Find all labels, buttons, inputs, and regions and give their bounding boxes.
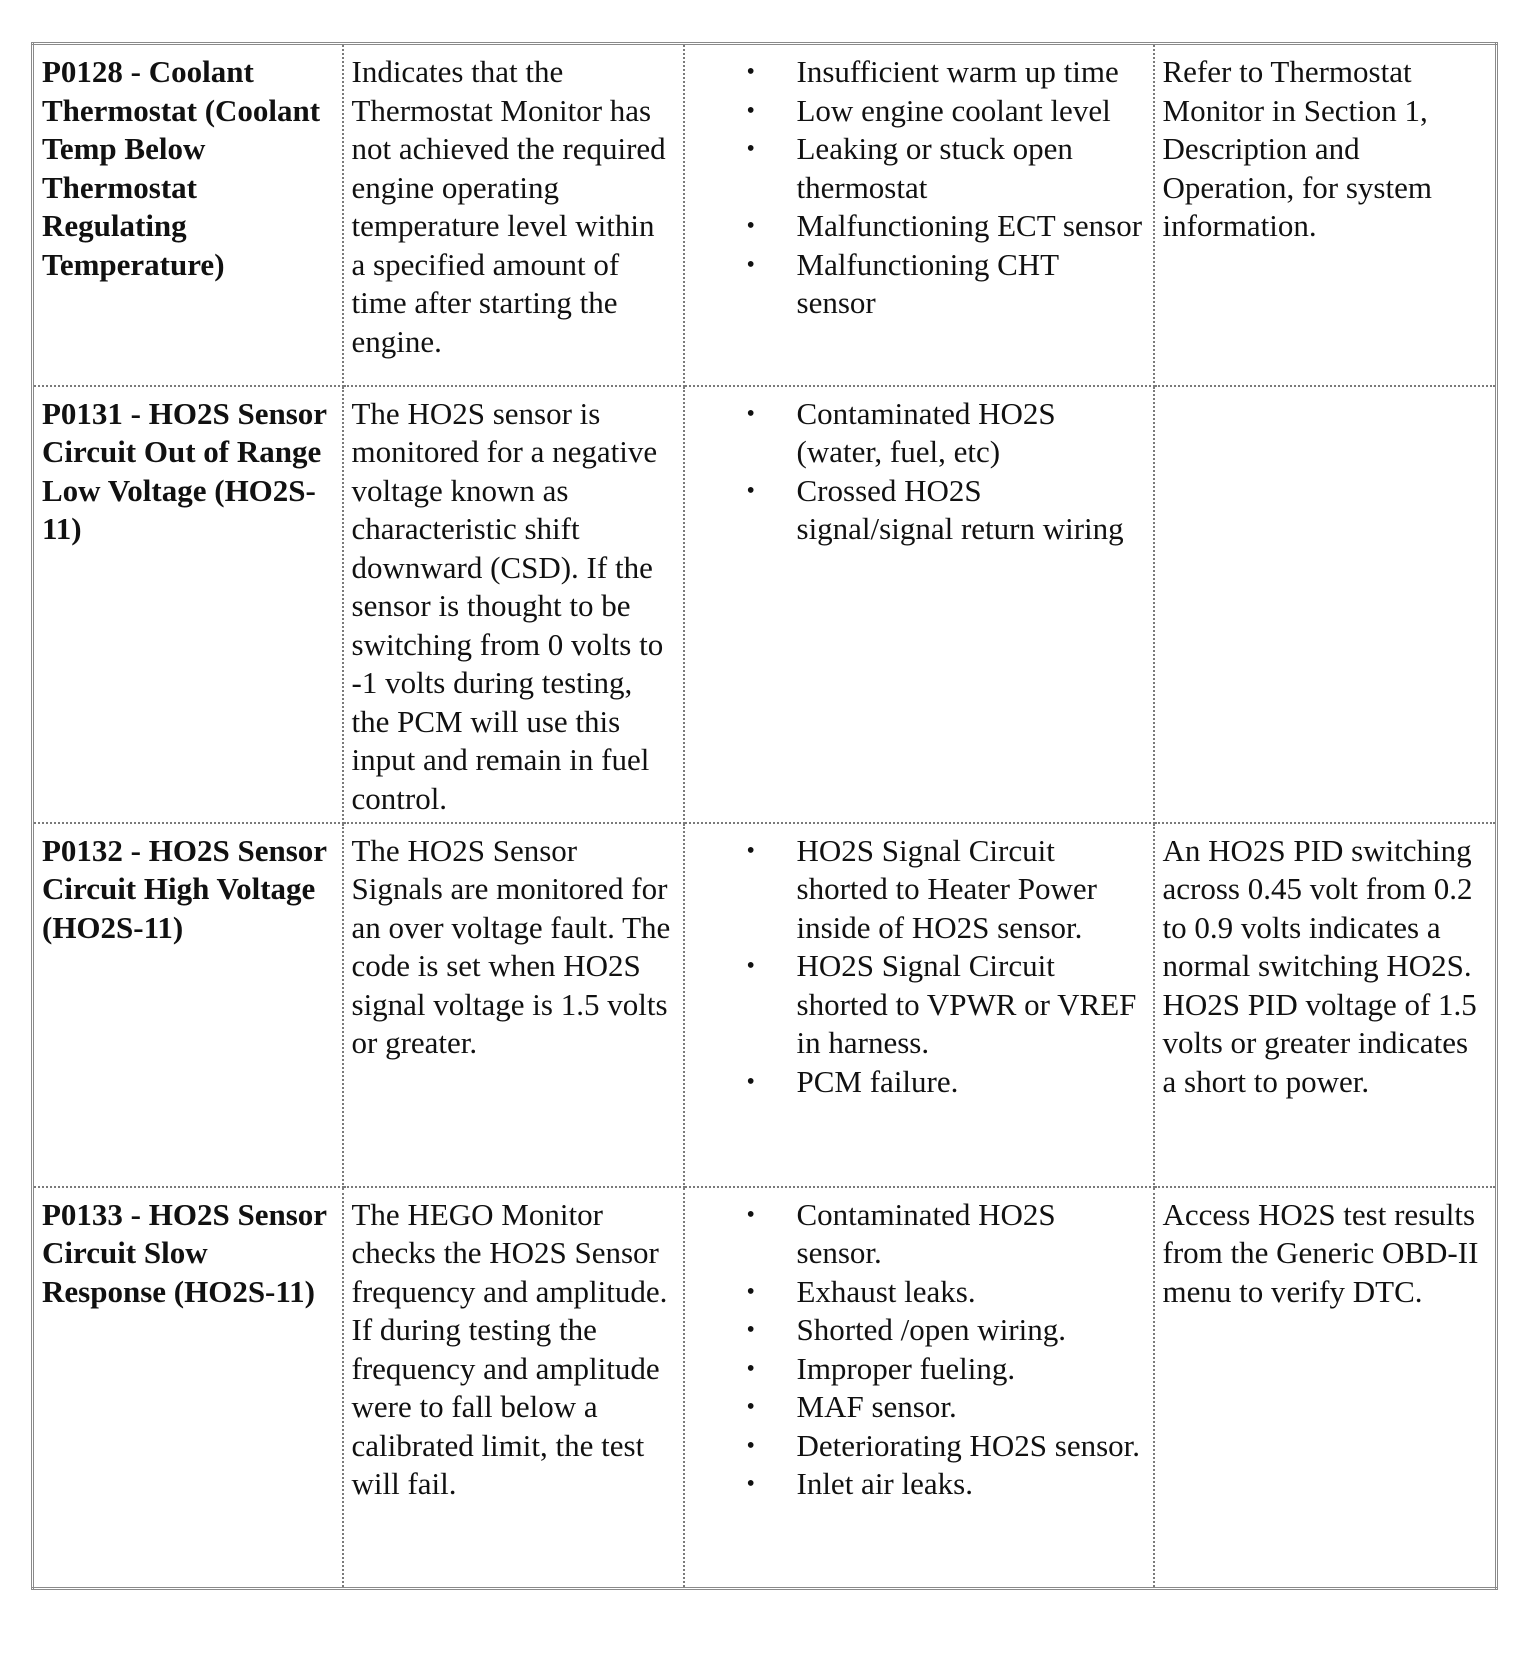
dtc-description: The HO2S Sensor Signals are monitored for an over voltage fault. The code is set when HO2S signal voltage is 1.5 volts or greater. xyxy=(343,823,684,1187)
dtc-description: The HEGO Monitor checks the HO2S Sensor frequency and amplitude. If during testing the frequency and amplitude were to fall below a calibrated limit, the test will fail. xyxy=(343,1187,684,1589)
dtc-code: P0128 - Coolant Thermostat (Coolant Temp Below Thermostat Regulating Temperature) xyxy=(33,44,343,386)
cause-item: • Inlet air leaks. xyxy=(685,1465,1145,1504)
dtc-action xyxy=(1154,386,1497,823)
cause-item: • Shorted /open wiring. xyxy=(685,1311,1145,1350)
cause-item: • PCM failure. xyxy=(685,1063,1145,1102)
cause-item: • HO2S Signal Circuit shorted to VPWR or VREF in harness. xyxy=(685,947,1145,1063)
dtc-code: P0133 - HO2S Sensor Circuit Slow Response (HO2S-11) xyxy=(33,1187,343,1589)
cause-list xyxy=(685,395,1145,549)
cause-list xyxy=(685,53,1145,323)
dtc-causes xyxy=(684,823,1154,1187)
dtc-code: P0132 - HO2S Sensor Circuit High Voltage (HO2S-11) xyxy=(33,823,343,1187)
cause-item: • MAF sensor. xyxy=(685,1388,1145,1427)
dtc-causes xyxy=(684,44,1154,386)
cause-item: • Malfunctioning CHT sensor xyxy=(685,246,1145,323)
dtc-description: The HO2S sensor is monitored for a negative voltage known as characteristic shift downward (CSD). If the sensor is thought to be switching from 0 volts to -1 volts during testing, the PCM will use this input and remain in fuel control. xyxy=(343,386,684,823)
cause-list xyxy=(685,1196,1145,1504)
cause-item: • Contaminated HO2S sensor. xyxy=(685,1196,1145,1273)
dtc-table xyxy=(31,42,1498,1590)
cause-item: • Crossed HO2S signal/signal return wiring xyxy=(685,472,1145,549)
dtc-action: An HO2S PID switching across 0.45 volt from 0.2 to 0.9 volts indicates a normal switching HO2S. HO2S PID voltage of 1.5 volts or greater indicates a short to power. xyxy=(1154,823,1497,1187)
cause-item: • Malfunctioning ECT sensor xyxy=(685,207,1145,246)
cause-item: • HO2S Signal Circuit shorted to Heater Power inside of HO2S sensor. xyxy=(685,832,1145,948)
cause-list xyxy=(685,832,1145,1102)
cause-item: • Low engine coolant level xyxy=(685,92,1145,131)
table-row xyxy=(33,823,1497,1187)
dtc-action: Access HO2S test results from the Generic OBD-II menu to verify DTC. xyxy=(1154,1187,1497,1589)
dtc-causes xyxy=(684,1187,1154,1589)
dtc-action: Refer to Thermostat Monitor in Section 1, Description and Operation, for system information. xyxy=(1154,44,1497,386)
dtc-code: P0131 - HO2S Sensor Circuit Out of Range Low Voltage (HO2S-11) xyxy=(33,386,343,823)
table-row xyxy=(33,44,1497,386)
table-row xyxy=(33,1187,1497,1589)
table-row xyxy=(33,386,1497,823)
dtc-description: Indicates that the Thermostat Monitor has not achieved the required engine operating temperature level within a specified amount of time after starting the engine. xyxy=(343,44,684,386)
dtc-causes xyxy=(684,386,1154,823)
cause-item: • Improper fueling. xyxy=(685,1350,1145,1389)
cause-item: • Exhaust leaks. xyxy=(685,1273,1145,1312)
cause-item: • Insufficient warm up time xyxy=(685,53,1145,92)
cause-item: • Leaking or stuck open thermostat xyxy=(685,130,1145,207)
cause-item: • Contaminated HO2S (water, fuel, etc) xyxy=(685,395,1145,472)
cause-item: • Deteriorating HO2S sensor. xyxy=(685,1427,1145,1466)
